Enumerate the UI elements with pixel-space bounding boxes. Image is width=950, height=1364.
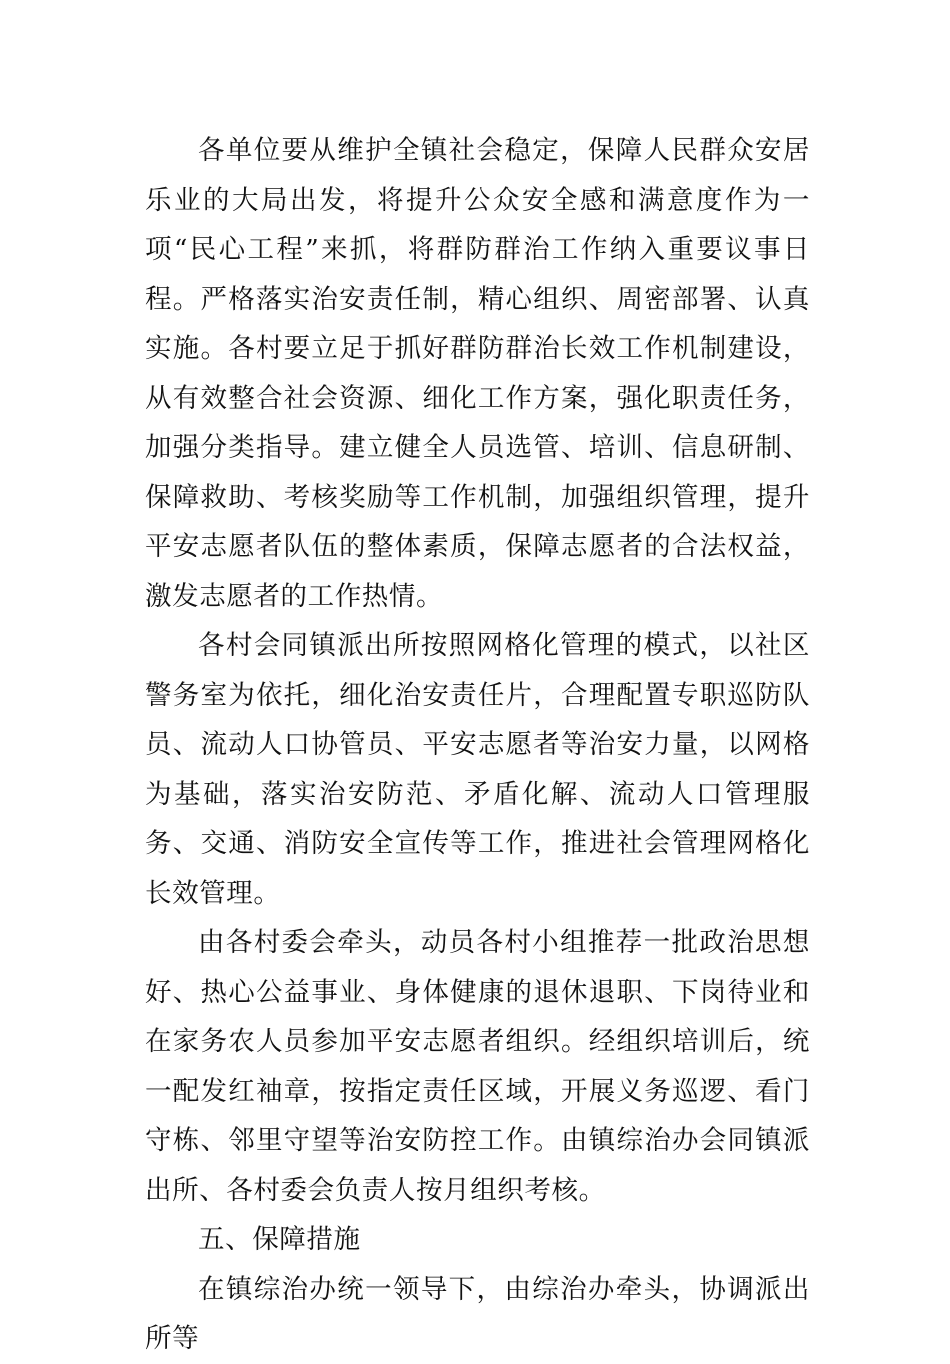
paragraph-stability: 各单位要从维护全镇社会稳定，保障人民群众安居乐业的大局出发，将提升公众安全感和满意度作为一项“民心工程”来抓，将群防群治工作纳入重要议事日程。严格落实治安责任制，精心组织、周密部署、认真实施。各村要立足于抓好群防群治长效工作机制建设，从有效整合社会资源、细化工作方案，强化职责任务，加强分类指导。建立健全人员选管、培训、信息研制、保障救助、考核奖励等工作机制，加强组织管理，提升平安志愿者队伍的整体素质，保障志愿者的合法权益，激发志愿者的工作热情。 bbox=[145, 135, 810, 612]
paragraph-guarantee: 在镇综治办统一领导下，由综治办牵头，协调派出所等 bbox=[145, 1273, 810, 1354]
section-heading: 五、保障措施 bbox=[198, 1224, 361, 1255]
paragraph-volunteers: 由各村委会牵头，动员各村小组推荐一批政治思想好、热心公益事业、身体健康的退休退职、下岗待业和在家务农人员参加平安志愿者组织。经组织培训后，统一配发红袖章，按指定责任区域，开展义务巡逻、看门守栋、邻里守望等治安防控工作。由镇综治办会同镇派出所、各村委会负责人按月组织考核。 bbox=[145, 927, 810, 1206]
paragraph-grid-management: 各村会同镇派出所按照网格化管理的模式，以社区警务室为依托，细化治安责任片，合理配置专职巡防队员、流动人口协管员、平安志愿者等治安力量，以网格为基础，落实治安防范、矛盾化解、流动人口管理服务、交通、消防安全宣传等工作，推进社会管理网格化长效管理。 bbox=[145, 630, 810, 909]
document-body bbox=[145, 126, 810, 1364]
